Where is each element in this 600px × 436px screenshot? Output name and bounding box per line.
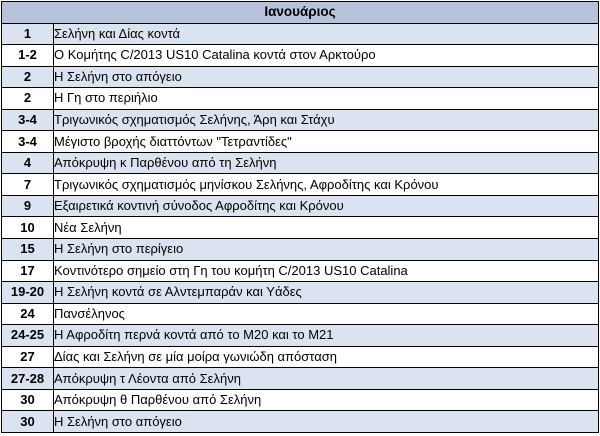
- event-description: Τριγωνικός σχηματισμός μηνίσκου Σελήνης, Αφροδίτης και Κρόνου: [54, 174, 599, 196]
- event-description: Τριγωνικός σχηματισμός Σελήνης, Άρη και Στάχυ: [54, 109, 599, 131]
- month-title: Ιανουάριος: [2, 2, 599, 24]
- event-date: 7: [2, 174, 54, 196]
- table-row: [2, 368, 599, 390]
- events-table: [1, 1, 599, 433]
- table-row: [2, 346, 599, 368]
- event-description: Απόκρυψη κ Παρθένου από τη Σελήνη: [54, 152, 599, 174]
- event-description: Η Αφροδίτη περνά κοντά από το Μ20 και το Μ21: [54, 325, 599, 347]
- event-description: Δίας και Σελήνη σε μία μοίρα γωνιώδη απόσταση: [54, 346, 599, 368]
- table-row: [2, 131, 599, 153]
- event-description: Απόκρυψη τ Λέοντα από Σελήνη: [54, 368, 599, 390]
- event-date: 1-2: [2, 45, 54, 67]
- event-date: 19-20: [2, 282, 54, 304]
- header-row: [2, 2, 599, 24]
- event-date: 27-28: [2, 368, 54, 390]
- table-row: [2, 260, 599, 282]
- event-date: 3-4: [2, 109, 54, 131]
- event-date: 1: [2, 23, 54, 45]
- table-row: [2, 23, 599, 45]
- event-description: Η Σελήνη στο περίγειο: [54, 239, 599, 261]
- event-description: Σελήνη και Δίας κοντά: [54, 23, 599, 45]
- table-row: [2, 282, 599, 304]
- event-description: Μέγιστο βροχής διαττόντων "Τετραντίδες": [54, 131, 599, 153]
- table-row: [2, 195, 599, 217]
- event-description: Η Σελήνη κοντά σε Αλντεμπαράν και Υάδες: [54, 282, 599, 304]
- table-row: [2, 325, 599, 347]
- event-date: 10: [2, 217, 54, 239]
- event-description: Απόκρυψη θ Παρθένου από Σελήνη: [54, 389, 599, 411]
- table-row: [2, 217, 599, 239]
- event-date: 17: [2, 260, 54, 282]
- table-row: [2, 303, 599, 325]
- event-date: 2: [2, 66, 54, 88]
- event-date: 24-25: [2, 325, 54, 347]
- event-description: Η Σελήνη στο απόγειο: [54, 66, 599, 88]
- event-date: 24: [2, 303, 54, 325]
- event-date: 27: [2, 346, 54, 368]
- table-row: [2, 88, 599, 110]
- table-row: [2, 411, 599, 433]
- event-description: Εξαιρετικά κοντινή σύνοδος Αφροδίτης και Κρόνου: [54, 195, 599, 217]
- table-row: [2, 109, 599, 131]
- event-description: Η Γη στο περιήλιο: [54, 88, 599, 110]
- event-date: 9: [2, 195, 54, 217]
- event-description: Ο Κομήτης C/2013 US10 Catalina κοντά στον Αρκτούρο: [54, 45, 599, 67]
- event-date: 3-4: [2, 131, 54, 153]
- event-description: Η Σελήνη στο απόγειο: [54, 411, 599, 433]
- event-description: Νέα Σελήνη: [54, 217, 599, 239]
- event-date: 4: [2, 152, 54, 174]
- table-row: [2, 45, 599, 67]
- event-description: Πανσέληνος: [54, 303, 599, 325]
- event-date: 15: [2, 239, 54, 261]
- table-row: [2, 389, 599, 411]
- event-date: 2: [2, 88, 54, 110]
- event-date: 30: [2, 411, 54, 433]
- table-row: [2, 174, 599, 196]
- table-row: [2, 152, 599, 174]
- table-row: [2, 66, 599, 88]
- event-description: Κοντινότερο σημείο στη Γη του κομήτη C/2013 US10 Catalina: [54, 260, 599, 282]
- table-row: [2, 239, 599, 261]
- events-table-body: [2, 23, 599, 432]
- event-date: 30: [2, 389, 54, 411]
